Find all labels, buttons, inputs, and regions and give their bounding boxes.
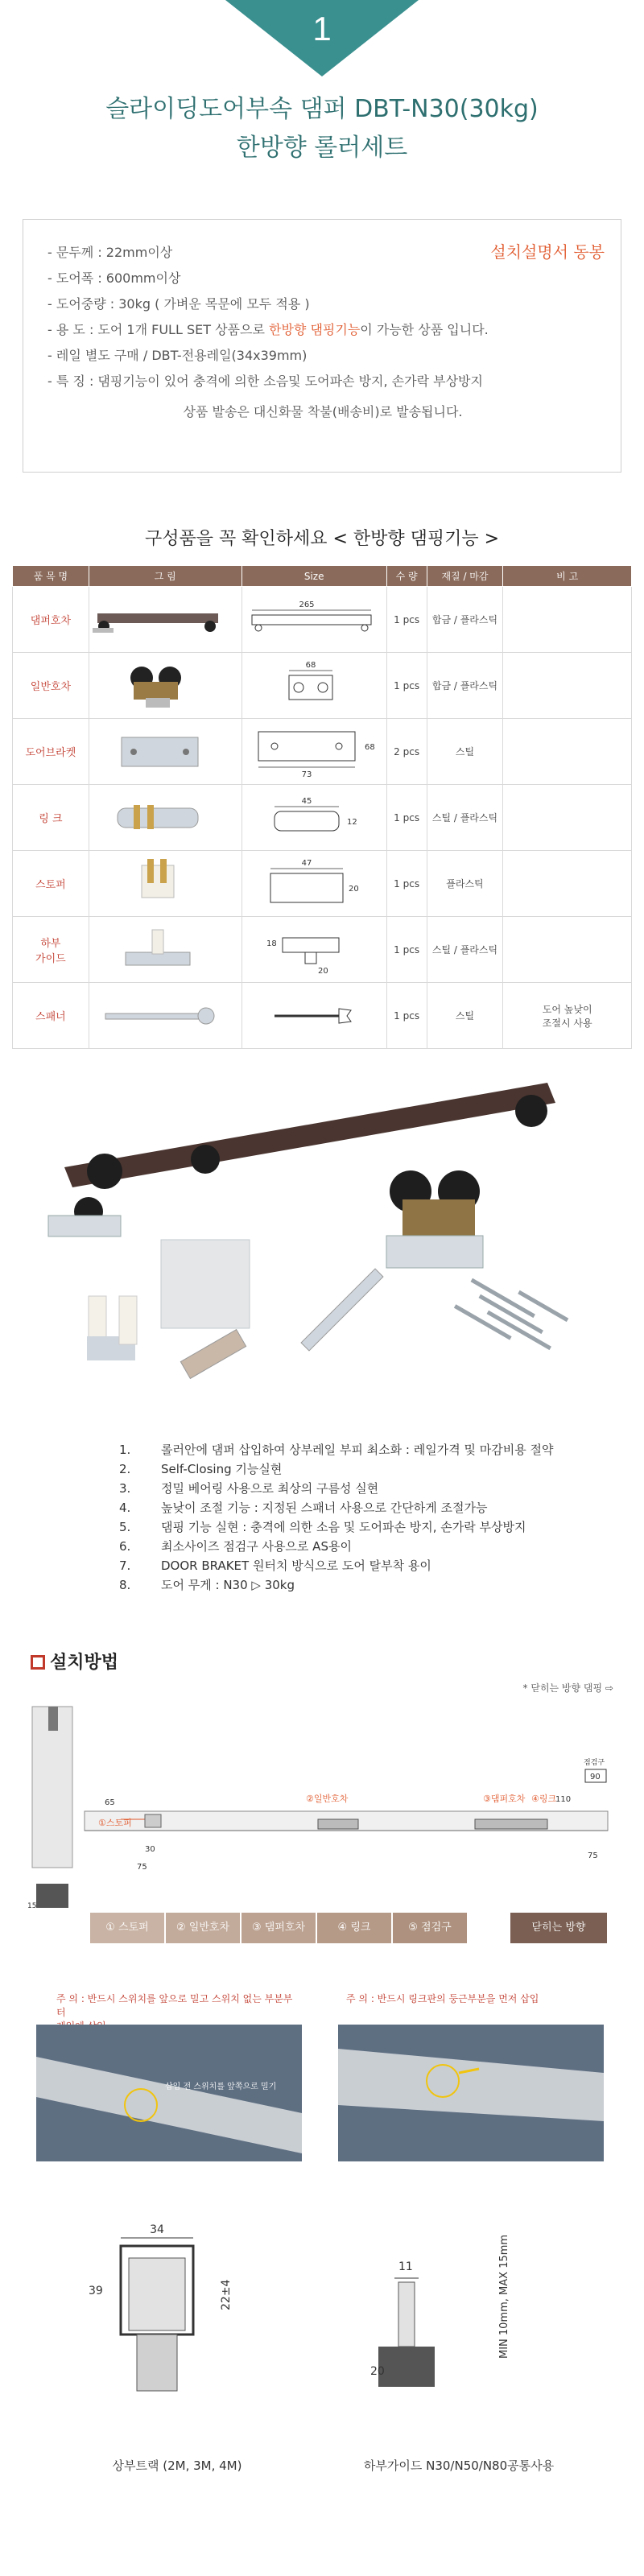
manual-included-badge: 설치설명서 동봉	[490, 242, 605, 262]
part-name: 도어브라켓	[13, 719, 89, 785]
step-damper-roller: ③ 댐퍼호차	[242, 1913, 316, 1943]
part-note	[503, 785, 632, 851]
size-label: 68	[305, 660, 316, 670]
part-drawing	[242, 917, 386, 983]
part-photo-normal-roller	[89, 653, 242, 719]
caution-photo-1	[36, 2025, 302, 2161]
lower-guide-drawing	[362, 2206, 572, 2415]
list-item: 1. 롤러안에 댐퍼 삽입하여 상부레일 부피 최소화 : 레일가격 및 마감비용 절약	[119, 1443, 554, 1457]
part-qty: 1 pcs	[386, 983, 427, 1049]
track-offset-label: 22±4	[220, 2279, 233, 2310]
size-label: 73	[301, 770, 312, 779]
step-link: ④ 링크	[317, 1913, 391, 1943]
title-square-icon	[31, 1655, 45, 1670]
list-item: 5. 댐핑 기능 실현 : 충격에 의한 소음 및 도어파손 방지, 손가락 부상방지	[119, 1520, 526, 1534]
usage-prefix: - 용 도 : 도어 1개 FULL SET 상품으로	[47, 322, 270, 337]
step-closing-direction: 닫히는 방향	[510, 1913, 607, 1943]
part-material: 합금 / 플라스틱	[427, 653, 503, 719]
part-qty: 1 pcs	[386, 851, 427, 917]
col-header: 품 목 명	[13, 566, 89, 587]
size-label: 18	[266, 939, 277, 948]
top-track-drawing	[72, 2222, 282, 2415]
size-label: 265	[299, 600, 315, 609]
table-row	[13, 983, 632, 1049]
step-number: 1	[312, 10, 332, 47]
col-header: 재질 / 마감	[427, 566, 503, 587]
part-drawing	[242, 785, 386, 851]
table-row	[13, 851, 632, 917]
track-width-label: 34	[150, 2223, 164, 2236]
part-photo-damper-roller	[89, 587, 242, 653]
size-label: 20	[317, 966, 328, 976]
step-stopper: ① 스토퍼	[90, 1913, 164, 1943]
caution-callout-1: 삽입 전 스위치를 앞쪽으로 밀기	[165, 2083, 277, 2091]
part-material: 스틸 / 플라스틱	[427, 917, 503, 983]
part-name: 하부 가이드	[13, 917, 89, 983]
parts-table	[12, 565, 632, 1049]
feature-list	[119, 1441, 553, 1596]
part-photo-link	[89, 785, 242, 851]
shipping-note: 상품 발송은 대신화물 착불(배송비)로 발송됩니다.	[183, 404, 463, 419]
table-row	[13, 719, 632, 785]
install-diagram	[24, 1699, 620, 1908]
part-photo-door-bracket	[89, 719, 242, 785]
col-header: 비 고	[503, 566, 632, 587]
part-name: 스토퍼	[13, 851, 89, 917]
part-name: 링 크	[13, 785, 89, 851]
part-drawing	[242, 587, 386, 653]
usage-highlight: 한방향 댐핑기능	[269, 322, 361, 337]
part-drawing	[242, 719, 386, 785]
guide-width-label: 11	[398, 2260, 413, 2273]
part-photo-lower-guide	[89, 917, 242, 983]
product-set-photo	[32, 1071, 612, 1417]
list-item: 4. 높낮이 조절 기능 : 지정된 스패너 사용으로 간단하게 조절가능	[119, 1501, 488, 1515]
link-label: ④링크	[531, 1794, 557, 1804]
part-drawing	[242, 851, 386, 917]
step-normal-roller: ② 일반호차	[166, 1913, 240, 1943]
page-subtitle: 한방향 롤러세트	[236, 134, 408, 162]
table-row	[13, 587, 632, 653]
caution-photo-2	[338, 2025, 604, 2161]
part-photo-stopper	[89, 851, 242, 917]
usage-tail: 이 가능한 상품 입니다.	[360, 322, 489, 337]
part-qty: 1 pcs	[386, 587, 427, 653]
part-qty: 2 pcs	[386, 719, 427, 785]
size-label: 20	[348, 884, 359, 894]
normal-roller-label: ②일반호차	[306, 1794, 349, 1804]
dim-label: 65	[105, 1798, 115, 1807]
track-caption: 상부트랙 (2M, 3M, 4M)	[112, 2458, 242, 2473]
part-material: 스틸 / 플라스틱	[427, 785, 503, 851]
spec-line: - 레일 별도 구매 / DBT-전용레일(34x39mm)	[47, 348, 308, 363]
parts-section-title: 구성품을 꼭 확인하세요 < 한방향 댐핑기능 >	[144, 529, 500, 549]
page-title: 슬라이딩도어부속 댐퍼 DBT-N30(30kg)	[105, 95, 539, 123]
part-drawing	[242, 653, 386, 719]
caution-text-1: 주 의 : 반드시 스위치를 앞으로 밀고 스위치 없는 부분부터	[56, 1993, 293, 2018]
list-item: 6. 최소사이즈 점검구 사용으로 AS용이	[119, 1539, 352, 1554]
size-label: 68	[364, 742, 375, 752]
spec-line: - 도어중량 : 30kg ( 가벼운 목문에 모두 적용 )	[47, 296, 310, 312]
part-note	[503, 917, 632, 983]
spec-line-usage	[47, 320, 489, 338]
guide-range-label: MIN 10mm, MAX 15mm	[498, 2234, 510, 2359]
part-material: 플라스틱	[427, 851, 503, 917]
dim-label: 30	[145, 1845, 155, 1854]
dim-label: 90	[590, 1773, 601, 1781]
col-header: 수 량	[386, 566, 427, 587]
stopper-label: ①스토퍼	[98, 1818, 132, 1828]
part-qty: 1 pcs	[386, 653, 427, 719]
part-qty: 1 pcs	[386, 785, 427, 851]
part-photo-spanner	[89, 983, 242, 1049]
spec-line: - 문두께 : 22mm이상	[47, 245, 173, 260]
list-item: 3. 정밀 베어링 사용으로 최상의 구름성 실현	[119, 1481, 379, 1496]
inspect-label: 점검구	[584, 1759, 605, 1767]
guide-caption: 하부가이드 N30/N50/N80공통사용	[363, 2458, 555, 2473]
table-row	[13, 653, 632, 719]
part-qty: 1 pcs	[386, 917, 427, 983]
part-name: 스패너	[13, 983, 89, 1049]
part-note	[503, 653, 632, 719]
track-height-label: 39	[89, 2285, 103, 2297]
part-drawing	[242, 983, 386, 1049]
table-row	[13, 785, 632, 851]
part-note	[503, 719, 632, 785]
part-note	[503, 851, 632, 917]
guide-height-label: 20	[370, 2365, 385, 2378]
list-item: 8. 도어 무게 : N30 ▷ 30kg	[119, 1578, 295, 1592]
spec-box	[23, 219, 621, 473]
part-material: 스틸	[427, 983, 503, 1049]
size-label: 45	[301, 796, 312, 806]
part-material: 합금 / 플라스틱	[427, 587, 503, 653]
spec-line: - 특 징 : 댐핑기능이 있어 충격에 의한 소음및 도어파손 방지, 손가락 부상방지	[47, 374, 483, 389]
part-note	[503, 587, 632, 653]
part-name: 일반호차	[13, 653, 89, 719]
part-material: 스틸	[427, 719, 503, 785]
dim-label: 75	[137, 1863, 147, 1872]
part-note: 도어 높낮이 조절시 사용	[503, 983, 632, 1049]
dim-label: 75	[588, 1852, 598, 1860]
col-header: 그 림	[89, 566, 242, 587]
table-row	[13, 917, 632, 983]
damper-roller-label: ③댐퍼호차	[483, 1794, 526, 1804]
size-label: 12	[346, 817, 357, 827]
install-title: 설치방법	[31, 1649, 118, 1674]
spec-line: - 도어폭 : 600mm이상	[47, 270, 181, 286]
col-header: Size	[242, 566, 386, 587]
closing-direction-note: * 닫히는 방향 댐핑 ⇨	[522, 1682, 613, 1694]
dim-label: 15	[27, 1902, 37, 1908]
step-inspection: ⑤ 점검구	[393, 1913, 467, 1943]
list-item: 2. Self-Closing 기능실현	[119, 1462, 283, 1476]
caution-text-2: 주 의 : 반드시 링크판의 둥근부분을 먼저 삽입	[346, 1993, 539, 2004]
list-item: 7. DOOR BRAKET 원터치 방식으로 도어 탈부착 용이	[119, 1558, 431, 1573]
dim-label: 110	[555, 1795, 572, 1804]
part-name: 댐퍼호차	[13, 587, 89, 653]
size-label: 47	[301, 858, 312, 868]
